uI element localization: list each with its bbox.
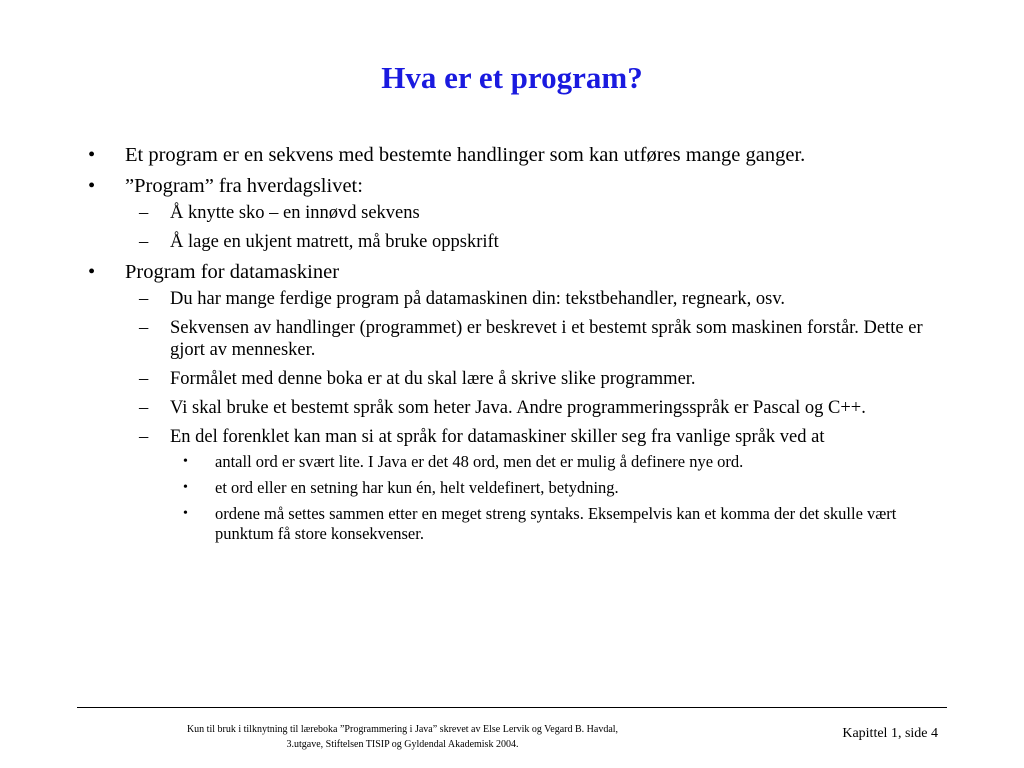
sub-bullet-item xyxy=(125,317,938,362)
sub-bullet-text: Formålet med denne boka er at du skal lære å skrive slike programmer. xyxy=(170,369,696,389)
sub-bullet-item xyxy=(125,231,938,254)
bullet-item xyxy=(88,142,938,168)
sub-bullet-text: En del forenklet kan man si at språk for datamaskiner skiller seg fra vanlige språk ved at xyxy=(170,427,825,447)
sub-bullet-text: Du har mange ferdige program på datamaskinen din: tekstbehandler, regneark, osv. xyxy=(170,288,786,309)
small-bullet-marker: • xyxy=(183,453,188,469)
bullet-marker: • xyxy=(88,144,96,166)
footer-credit-line-1: Kun til bruk i tilknytning til læreboka ”Programmering i Java” skrevet av Else Lervik og Vegard B. Havdal, xyxy=(186,724,619,735)
slide-title: Hva er et program? xyxy=(381,60,643,95)
dash-marker: – xyxy=(139,203,149,223)
dash-marker: – xyxy=(139,288,149,309)
dash-marker: – xyxy=(139,398,149,418)
sub-sub-bullet-list xyxy=(170,452,938,544)
sub-bullet-text: Å knytte sko – en innøvd sekvens xyxy=(170,203,420,223)
sub-bullet-list xyxy=(125,202,938,254)
page-indicator: Kapittel 1, side 4 xyxy=(842,726,938,741)
small-bullet-marker: • xyxy=(183,505,188,521)
sub-sub-bullet-text: ordene må settes sammen etter en meget streng syntaks. Eksempelvis kan et komma der det skulle vært punktum få store konsekvenser. xyxy=(215,503,897,543)
sub-sub-bullet-item xyxy=(170,478,938,498)
bullet-text: Program for datamaskiner xyxy=(125,260,340,283)
slide-body xyxy=(88,142,938,544)
sub-sub-bullet-item xyxy=(170,452,938,472)
sub-bullet-text: Å lage en ukjent matrett, må bruke oppskrift xyxy=(170,232,499,252)
sub-bullet-item xyxy=(125,288,938,311)
sub-bullet-item xyxy=(125,397,938,420)
footer-credit xyxy=(150,722,655,752)
bullet-item xyxy=(88,259,938,544)
bullet-list xyxy=(88,142,938,544)
sub-sub-bullet-text: antall ord er svært lite. I Java er det 48 ord, men det er mulig å definere nye ord. xyxy=(215,451,744,471)
sub-bullet-item xyxy=(125,202,938,225)
sub-bullet-item xyxy=(125,426,938,544)
sub-bullet-item xyxy=(125,368,938,391)
footer-credit-line-2: 3.utgave, Stiftelsen TISIP og Gyldendal Akademisk 2004. xyxy=(286,739,519,750)
sub-sub-bullet-text: et ord eller en setning har kun én, helt veldefinert, betydning. xyxy=(215,477,619,497)
sub-sub-bullet-item xyxy=(170,504,938,544)
dash-marker: – xyxy=(139,232,149,252)
dash-marker: – xyxy=(139,427,149,447)
sub-bullet-text: Vi skal bruke et bestemt språk som heter Java. Andre programmeringsspråk er Pascal og C++. xyxy=(170,398,866,418)
dash-marker: – xyxy=(139,317,149,338)
sub-bullet-list xyxy=(125,288,938,544)
sub-bullet-text: Sekvensen av handlinger (programmet) er beskrevet i et bestemt språk som maskinen forstår. Dette er gjort av mennesker. xyxy=(170,317,923,360)
bullet-text: ”Program” fra hverdagslivet: xyxy=(125,175,363,197)
footer-divider xyxy=(77,707,947,708)
bullet-item xyxy=(88,173,938,254)
dash-marker: – xyxy=(139,369,149,389)
bullet-text: Et program er en sekvens med bestemte handlinger som kan utføres mange ganger. xyxy=(125,144,806,166)
bullet-marker: • xyxy=(88,260,96,283)
bullet-marker: • xyxy=(88,175,96,197)
small-bullet-marker: • xyxy=(183,479,188,495)
